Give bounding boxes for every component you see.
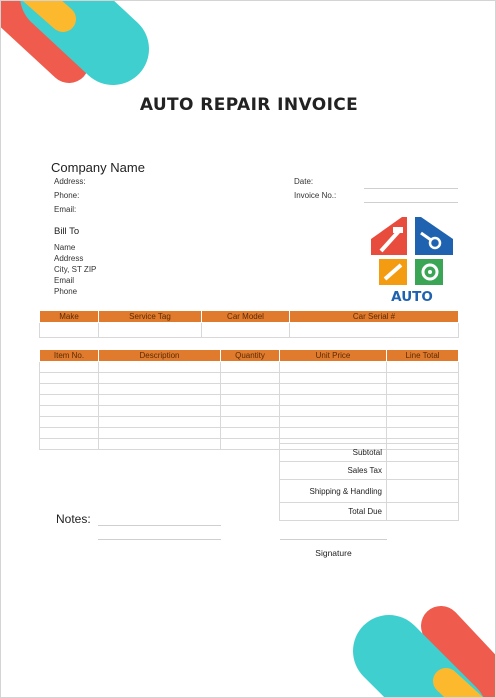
header-car-serial: Car Serial # (290, 311, 459, 323)
header-car-model: Car Model (202, 311, 290, 323)
item-cell[interactable] (280, 428, 387, 439)
email-label: Email: (54, 205, 77, 214)
address-label: Address: (54, 177, 86, 186)
item-cell[interactable] (280, 406, 387, 417)
sales-tax-label: Sales Tax (280, 462, 387, 480)
header-item-no: Item No. (40, 350, 99, 362)
header-quantity: Quantity (221, 350, 280, 362)
shipping-row (280, 480, 459, 503)
bill-to-city: City, ST ZIP (54, 265, 97, 274)
item-cell[interactable] (40, 362, 99, 373)
item-cell[interactable] (221, 395, 280, 406)
item-cell[interactable] (221, 362, 280, 373)
signature-label: Signature (315, 548, 352, 558)
item-cell[interactable] (40, 439, 99, 450)
table-row (40, 395, 459, 406)
total-due-value[interactable] (387, 503, 459, 521)
item-cell[interactable] (40, 395, 99, 406)
item-cell[interactable] (99, 395, 221, 406)
auto-logo-icon (369, 215, 455, 287)
table-row (40, 417, 459, 428)
sales-tax-value[interactable] (387, 462, 459, 480)
item-cell[interactable] (387, 362, 459, 373)
bill-to-heading: Bill To (54, 226, 80, 237)
item-cell[interactable] (99, 439, 221, 450)
total-due-row (280, 503, 459, 521)
item-cell[interactable] (221, 417, 280, 428)
item-cell[interactable] (280, 384, 387, 395)
sales-tax-row (280, 462, 459, 480)
date-field-line[interactable] (364, 188, 458, 189)
header-service-tag: Service Tag (99, 311, 202, 323)
subtotal-label: Subtotal (280, 444, 387, 462)
service-table-header (40, 311, 459, 323)
header-make: Make (40, 311, 99, 323)
item-cell[interactable] (40, 428, 99, 439)
item-cell[interactable] (387, 406, 459, 417)
table-row (40, 323, 459, 338)
make-cell[interactable] (40, 323, 99, 338)
item-cell[interactable] (221, 439, 280, 450)
bill-to-phone: Phone (54, 287, 78, 296)
item-cell[interactable] (221, 373, 280, 384)
item-cell[interactable] (387, 417, 459, 428)
item-cell[interactable] (99, 406, 221, 417)
table-row (40, 373, 459, 384)
logo-text: AUTO (391, 289, 433, 305)
notes-line-1[interactable] (98, 525, 221, 526)
table-row (40, 384, 459, 395)
item-cell[interactable] (387, 428, 459, 439)
item-cell[interactable] (40, 384, 99, 395)
shipping-value[interactable] (387, 480, 459, 503)
bill-to-email: Email (54, 276, 75, 285)
item-cell[interactable] (99, 373, 221, 384)
service-table (39, 310, 459, 338)
item-cell[interactable] (99, 384, 221, 395)
top-left-decoration (1, 1, 181, 101)
item-cell[interactable] (99, 417, 221, 428)
item-cell[interactable] (280, 373, 387, 384)
totals-table (279, 443, 459, 521)
item-cell[interactable] (387, 384, 459, 395)
item-cell[interactable] (99, 428, 221, 439)
shipping-label: Shipping & Handling (280, 480, 387, 503)
items-table (39, 349, 459, 450)
item-cell[interactable] (221, 428, 280, 439)
header-line-total: Line Total (387, 350, 459, 362)
car-model-cell[interactable] (202, 323, 290, 338)
item-cell[interactable] (387, 373, 459, 384)
service-tag-cell[interactable] (99, 323, 202, 338)
header-description: Description (99, 350, 221, 362)
total-due-label: Total Due (280, 503, 387, 521)
item-cell[interactable] (40, 406, 99, 417)
item-cell[interactable] (221, 384, 280, 395)
company-name: Company Name (51, 160, 145, 175)
item-cell[interactable] (221, 406, 280, 417)
document-title: AUTO REPAIR INVOICE (139, 95, 359, 115)
subtotal-row (280, 444, 459, 462)
item-cell[interactable] (40, 417, 99, 428)
invoice-no-field-line[interactable] (364, 202, 458, 203)
table-row (40, 428, 459, 439)
date-label: Date: (294, 177, 314, 186)
item-cell[interactable] (280, 395, 387, 406)
car-serial-cell[interactable] (290, 323, 459, 338)
bill-to-name: Name (54, 243, 76, 252)
item-cell[interactable] (280, 362, 387, 373)
header-unit-price: Unit Price (280, 350, 387, 362)
signature-line[interactable] (280, 539, 387, 540)
invoice-no-label: Invoice No.: (294, 191, 337, 200)
bill-to-address: Address (54, 254, 84, 263)
phone-label: Phone: (54, 191, 80, 200)
table-row (40, 362, 459, 373)
item-cell[interactable] (280, 417, 387, 428)
subtotal-value[interactable] (387, 444, 459, 462)
items-table-header (40, 350, 459, 362)
table-row (40, 406, 459, 417)
notes-line-2[interactable] (98, 539, 221, 540)
item-cell[interactable] (387, 395, 459, 406)
notes-label: Notes: (56, 512, 91, 526)
item-cell[interactable] (99, 362, 221, 373)
item-cell[interactable] (40, 373, 99, 384)
